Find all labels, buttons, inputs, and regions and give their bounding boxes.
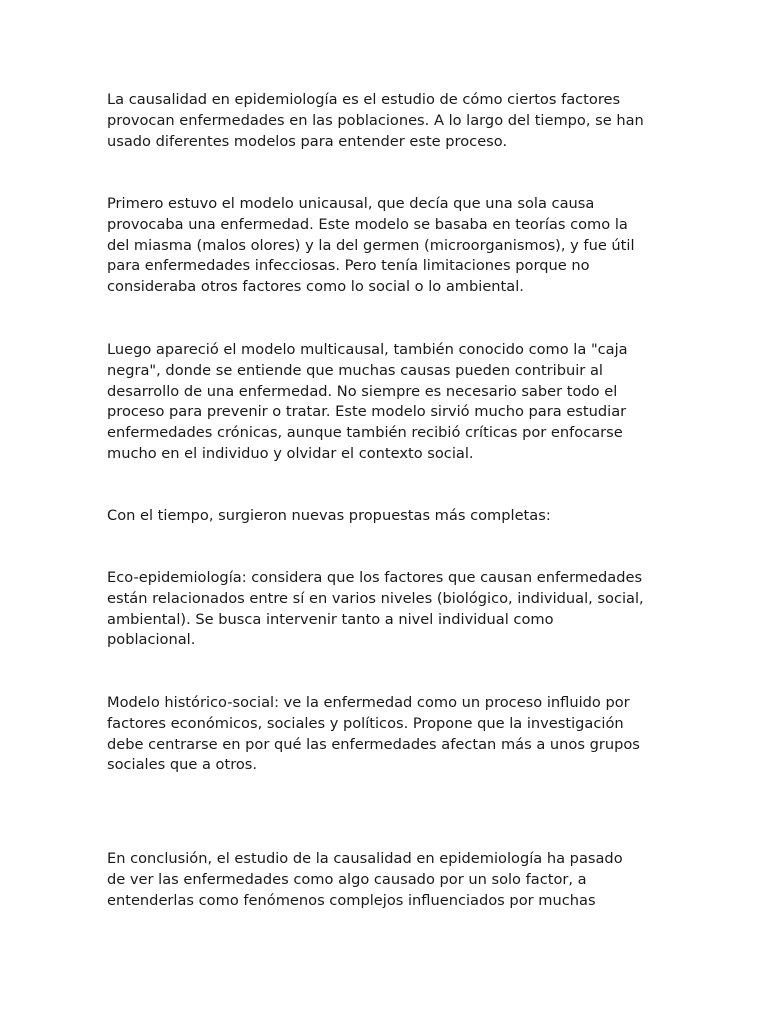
text-line: enfermedades crónicas, aunque también recibió críticas por enfocarse — [107, 424, 623, 442]
text-line: provocaba una enfermedad. Este modelo se basaba en teorías como la — [107, 215, 628, 233]
text-line: negra", donde se entiende que muchas causas pueden contribuir al — [107, 361, 603, 379]
text-line: ambiental). Se busca intervenir tanto a nivel individual como — [107, 610, 554, 628]
text-line: están relacionados entre sí en varios niveles (biológico, individual, social, — [107, 589, 644, 607]
text-line: desarrollo de una enfermedad. No siempre es necesario saber todo el — [107, 382, 618, 400]
paragraph-introduction — [107, 90, 667, 152]
text-line: para enfermedades infecciosas. Pero tenía limitaciones porque no — [107, 257, 590, 275]
paragraph-new-proposals — [107, 506, 667, 527]
text-line: Primero estuvo el modelo unicausal, que decía que una sola causa — [107, 195, 595, 212]
text-line: consideraba otros factores como lo social o lo ambiental. — [107, 278, 524, 296]
text-line: Luego apareció el modelo multicausal, también conocido como la "caja — [107, 341, 628, 358]
text-line: sociales que a otros. — [107, 756, 258, 774]
paragraph-eco-epidemiology — [107, 568, 667, 651]
text-line: usado diferentes modelos para entender este proceso. — [107, 132, 508, 150]
text-line: poblacional. — [107, 631, 196, 649]
text-line: provocan enfermedades en las poblaciones. A lo largo del tiempo, se han — [107, 111, 644, 129]
text-line: Modelo histórico-social: ve la enfermedad como un proceso influido por — [107, 694, 630, 711]
text-line: proceso para prevenir o tratar. Este modelo sirvió mucho para estudiar — [107, 403, 627, 421]
paragraph-multicausal-model — [107, 340, 667, 465]
text-line: Eco-epidemiología: considera que los factores que causan enfermedades — [107, 569, 643, 586]
paragraph-unicausal-model — [107, 194, 667, 298]
text-line: debe centrarse en por qué las enfermedades afectan más a unos grupos — [107, 735, 640, 753]
text-line: entenderlas como fenómenos complejos influenciados por muchas — [107, 891, 596, 909]
text-line: de ver las enfermedades como algo causado por un solo factor, a — [107, 870, 587, 888]
text-line: La causalidad en epidemiología es el estudio de cómo ciertos factores — [107, 91, 621, 108]
text-line: En conclusión, el estudio de la causalidad en epidemiología ha pasado — [107, 850, 623, 867]
text-line: factores económicos, sociales y políticos. Propone que la investigación — [107, 714, 624, 732]
text-line: Con el tiempo, surgieron nuevas propuestas más completas: — [107, 507, 551, 524]
text-line: mucho en el individuo y olvidar el contexto social. — [107, 444, 474, 462]
paragraph-conclusion — [107, 849, 667, 911]
text-line: del miasma (malos olores) y la del germen (microorganismos), y fue útil — [107, 236, 635, 254]
paragraph-historical-social-model — [107, 693, 667, 776]
